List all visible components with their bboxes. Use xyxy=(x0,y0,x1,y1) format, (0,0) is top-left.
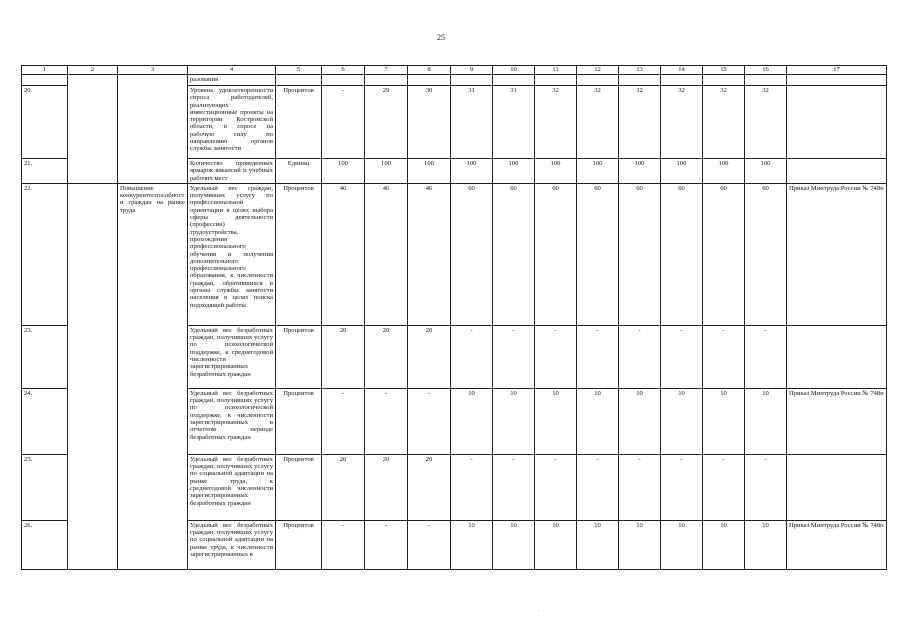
value-cell: 60 xyxy=(745,183,787,325)
value-cell: 31 xyxy=(493,86,535,159)
header-cell: 10 xyxy=(493,66,535,75)
value-cell: 32 xyxy=(619,86,661,159)
value-cell: 100 xyxy=(322,159,365,184)
value-cell: - xyxy=(493,325,535,388)
indicator-name: Количество проведенных ярмарок вакансий и учебных рабочих мест xyxy=(188,159,276,184)
value-cell: 100 xyxy=(661,159,703,184)
value-cell: 10 xyxy=(577,520,619,569)
value-cell: - xyxy=(619,454,661,520)
header-cell: 8 xyxy=(408,66,451,75)
program-name: Повышение конкурентоспособности граждан на рынке труда xyxy=(118,183,188,325)
value-cell: 20 xyxy=(365,454,408,520)
value-cell: 100 xyxy=(408,159,451,184)
header-cell: 2 xyxy=(68,66,118,75)
row-number: 23. xyxy=(22,325,68,388)
table-row xyxy=(22,325,887,388)
value-cell: - xyxy=(365,520,408,569)
table-row xyxy=(22,520,887,569)
indicator-name: Удельный вес безработных граждан, получивших услугу по психологической поддержке, к численности зарегистрированных в отчетном периоде безработных граждан xyxy=(188,388,276,454)
unit-cell: Процентов xyxy=(276,325,322,388)
header-cell: 17 xyxy=(787,66,887,75)
value-cell: - xyxy=(703,325,745,388)
value-cell: 32 xyxy=(703,86,745,159)
value-cell: - xyxy=(535,325,577,388)
value-cell: 60 xyxy=(535,183,577,325)
unit-cell: Процентов xyxy=(276,454,322,520)
value-cell: 10 xyxy=(451,388,493,454)
value-cell: 32 xyxy=(535,86,577,159)
header-cell: 16 xyxy=(745,66,787,75)
value-cell: 60 xyxy=(703,183,745,325)
basis-cell: Приказ Минтруда России № 748н xyxy=(787,388,887,454)
value-cell: 10 xyxy=(619,520,661,569)
value-cell: 20 xyxy=(408,325,451,388)
value-cell: 60 xyxy=(493,183,535,325)
value-cell: 10 xyxy=(745,388,787,454)
table-row xyxy=(22,183,887,325)
value-cell: 100 xyxy=(703,159,745,184)
unit-cell: Процентов xyxy=(276,520,322,569)
basis-cell xyxy=(787,325,887,388)
value-cell: 60 xyxy=(619,183,661,325)
row-number: 25. xyxy=(22,454,68,520)
value-cell: 46 xyxy=(322,183,365,325)
value-cell: - xyxy=(451,454,493,520)
header-cell: 15 xyxy=(703,66,745,75)
value-cell: 60 xyxy=(451,183,493,325)
unit-cell: Единиц xyxy=(276,159,322,184)
table-row xyxy=(22,388,887,454)
value-cell: 46 xyxy=(365,183,408,325)
value-cell: 10 xyxy=(451,520,493,569)
value-cell: - xyxy=(535,454,577,520)
value-cell: 10 xyxy=(661,520,703,569)
continuation-text: разования xyxy=(188,75,276,86)
value-cell: - xyxy=(322,86,365,159)
header-cell: 14 xyxy=(661,66,703,75)
row-number: 20. xyxy=(22,86,68,159)
page-number: 25 xyxy=(437,33,445,42)
value-cell: 46 xyxy=(408,183,451,325)
header-cell: 4 xyxy=(188,66,276,75)
unit-cell: Процентов xyxy=(276,183,322,325)
value-cell: 30 xyxy=(408,86,451,159)
value-cell: 100 xyxy=(745,159,787,184)
header-cell: 9 xyxy=(451,66,493,75)
value-cell: 10 xyxy=(619,388,661,454)
value-cell: 10 xyxy=(745,520,787,569)
table-row xyxy=(22,86,887,159)
value-cell: 100 xyxy=(451,159,493,184)
indicator-name: Удельный вес граждан, получивших услугу по профессиональной ориентации в целях выбора сферы деятельности (профессии) трудоустройства, прохождения профессионального обучения и получения дополнительного профессионального образования, к численности граждан, обратившихся в органы службы занятости населения в целях поиска подходящей работы xyxy=(188,183,276,325)
value-cell: 10 xyxy=(535,520,577,569)
value-cell: 100 xyxy=(619,159,661,184)
unit-cell: Процентов xyxy=(276,86,322,159)
value-cell: - xyxy=(408,388,451,454)
value-cell: 60 xyxy=(577,183,619,325)
value-cell: - xyxy=(703,454,745,520)
value-cell: - xyxy=(745,454,787,520)
value-cell: 20 xyxy=(322,454,365,520)
value-cell: 32 xyxy=(577,86,619,159)
value-cell: 10 xyxy=(703,388,745,454)
stray-mark: . xyxy=(538,607,540,613)
indicator-name: Уровень удовлетворенности спроса работодателей, реализующих инвестиционные проекты на территории Костромской области, в спросе на рабочую силу по направлению органов службы занятости xyxy=(188,86,276,159)
row-number: 24. xyxy=(22,388,68,454)
value-cell: 10 xyxy=(493,388,535,454)
value-cell: 10 xyxy=(535,388,577,454)
header-cell: 6 xyxy=(322,66,365,75)
indicators-table xyxy=(21,65,887,570)
value-cell: 31 xyxy=(451,86,493,159)
value-cell: - xyxy=(661,454,703,520)
basis-cell: Приказ Минтруда России № 748н xyxy=(787,520,887,569)
basis-cell xyxy=(787,86,887,159)
indicator-name: Удельный вес безработных граждан, получивших услугу по психологической поддержке, к среднегодовой численности зарегистрированных безработных граждан xyxy=(188,325,276,388)
value-cell: 32 xyxy=(745,86,787,159)
value-cell: 32 xyxy=(661,86,703,159)
value-cell: - xyxy=(577,454,619,520)
header-cell: 1 xyxy=(22,66,68,75)
value-cell: 100 xyxy=(577,159,619,184)
indicator-name: Удельный вес безработных граждан, получивших услугу по социальной адаптации на рынке труда, к среднегодовой численности зарегистрированных безработных граждан xyxy=(188,454,276,520)
value-cell: 100 xyxy=(365,159,408,184)
row-number: 26. xyxy=(22,520,68,569)
unit-cell: Процентов xyxy=(276,388,322,454)
row-number: 22. xyxy=(22,183,68,325)
value-cell: 10 xyxy=(493,520,535,569)
value-cell: 20 xyxy=(365,325,408,388)
value-cell: - xyxy=(322,520,365,569)
row-number: 21. xyxy=(22,159,68,184)
basis-cell xyxy=(787,159,887,184)
value-cell: - xyxy=(661,325,703,388)
value-cell: 100 xyxy=(535,159,577,184)
header-cell: 7 xyxy=(365,66,408,75)
value-cell: 20 xyxy=(322,325,365,388)
continuation-row xyxy=(22,75,887,86)
value-cell: 10 xyxy=(661,388,703,454)
header-cell: 5 xyxy=(276,66,322,75)
value-cell: 10 xyxy=(577,388,619,454)
basis-cell xyxy=(787,454,887,520)
header-cell: 11 xyxy=(535,66,577,75)
value-cell: 20 xyxy=(408,454,451,520)
value-cell: - xyxy=(408,520,451,569)
basis-cell: Приказ Минтруда России № 748н xyxy=(787,183,887,325)
value-cell: 29 xyxy=(365,86,408,159)
value-cell: - xyxy=(745,325,787,388)
table-row xyxy=(22,159,887,184)
value-cell: 100 xyxy=(493,159,535,184)
value-cell: - xyxy=(577,325,619,388)
value-cell: - xyxy=(365,388,408,454)
header-cell: 3 xyxy=(118,66,188,75)
header-cell: 13 xyxy=(619,66,661,75)
indicator-name: Удельный вес безработных граждан, получивших услугу по социальной адаптации на рынке труда, к численности зарегистрированных в xyxy=(188,520,276,569)
table-row xyxy=(22,454,887,520)
value-cell: 10 xyxy=(703,520,745,569)
value-cell: - xyxy=(451,325,493,388)
header-row xyxy=(22,66,887,75)
value-cell: 60 xyxy=(661,183,703,325)
header-cell: 12 xyxy=(577,66,619,75)
value-cell: - xyxy=(619,325,661,388)
value-cell: - xyxy=(322,388,365,454)
value-cell: - xyxy=(493,454,535,520)
